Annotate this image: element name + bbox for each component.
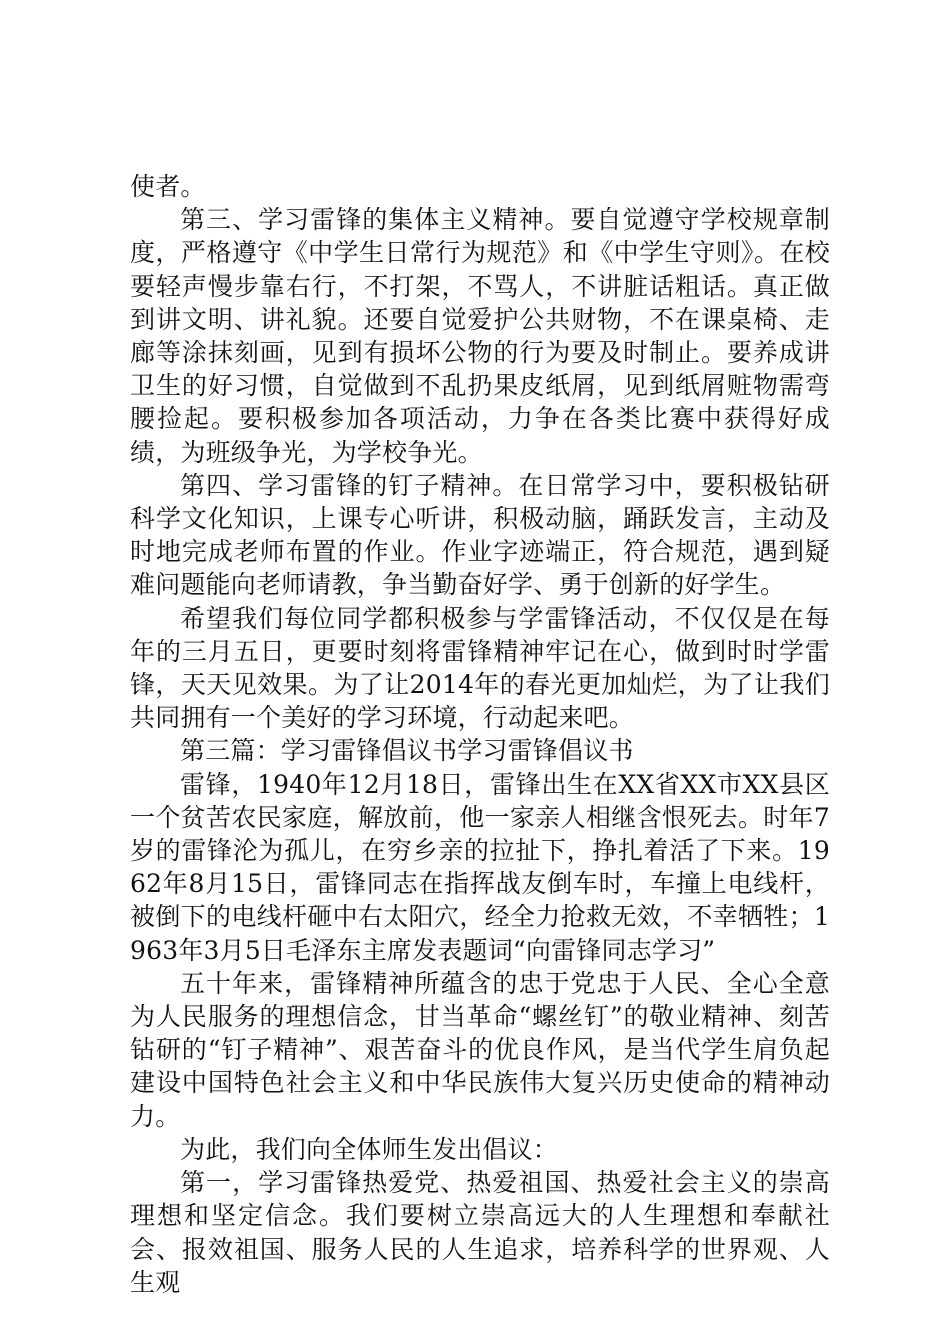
paragraph-fourth-point: 第四、学习雷锋的钉子精神。在日常学习中，要积极钻研科学文化知识，上课专心听讲，积极动脑，踊跃发言，主动及时地完成老师布置的作业。作业字迹端正，符合规范，遇到疑难问题能向老师请教，争当勤奋好学、勇于创新的好学生。 xyxy=(130,470,830,600)
paragraph-fifty-years: 五十年来，雷锋精神所蕴含的忠于党忠于人民、全心全意为人民服务的理想信念，甘当革命“螺丝钉”的敬业精神、刻苦钻研的“钉子精神”、艰苦奋斗的优良作风，是当代学生肩负起建设中国特色社会主义和中华民族伟大复兴历史使命的精神动力。 xyxy=(130,968,830,1131)
document-body xyxy=(130,170,830,1299)
paragraph-continuation: 使者。 xyxy=(130,172,206,201)
paragraph-third-point: 第三、学习雷锋的集体主义精神。要自觉遵守学校规章制度，严格遵守《中学生日常行为规范》和《中学生守则》。在校要轻声慢步靠右行，不打架，不骂人，不讲脏话粗话。真正做到讲文明、讲礼貌。还要自觉爱护公共财物，不在课桌椅、走廊等涂抹刻画，见到有损坏公物的行为要及时制止。要养成讲卫生的好习惯，自觉做到不乱扔果皮纸屑，见到纸屑赃物需弯腰捡起。要积极参加各项活动，力争在各类比赛中获得好成绩，为班级争光，为学校争光。 xyxy=(130,205,830,467)
paragraph-lei-feng-bio: 雷锋，1940年12月18日，雷锋出生在XX省XX市XX县区一个贫苦农民家庭，解放前，他一家亲人相继含恨死去。时年7岁的雷锋沦为孤儿，在穷乡亲的拉扯下，挣扎着活了下来。1962年8月15日，雷锋同志在指挥战友倒车时，车撞上电线杆，被倒下的电线杆砸中右太阳穴，经全力抢救无效，不幸牺牲；1963年3月5日毛泽东主席发表题词“向雷锋同志学习” xyxy=(130,769,830,965)
paragraph-closing-hope: 希望我们每位同学都积极参与学雷锋活动，不仅仅是在每年的三月五日，更要时刻将雷锋精神牢记在心，做到时时学雷锋，天天见效果。为了让2014年的春光更加灿烂，为了让我们共同拥有一个美好的学习环境，行动起来吧。 xyxy=(130,603,830,733)
section-heading: 第三篇：学习雷锋倡议书学习雷锋倡议书 xyxy=(180,736,634,766)
paragraph-first-point: 第一，学习雷锋热爱党、热爱祖国、热爱社会主义的崇高理想和坚定信念。我们要树立崇高远大的人生理想和奉献社会、报效祖国、服务人民的人生追求，培养科学的世界观、人生观 xyxy=(130,1168,830,1297)
paragraph-proposal-intro: 为此，我们向全体师生发出倡议： xyxy=(180,1134,559,1164)
